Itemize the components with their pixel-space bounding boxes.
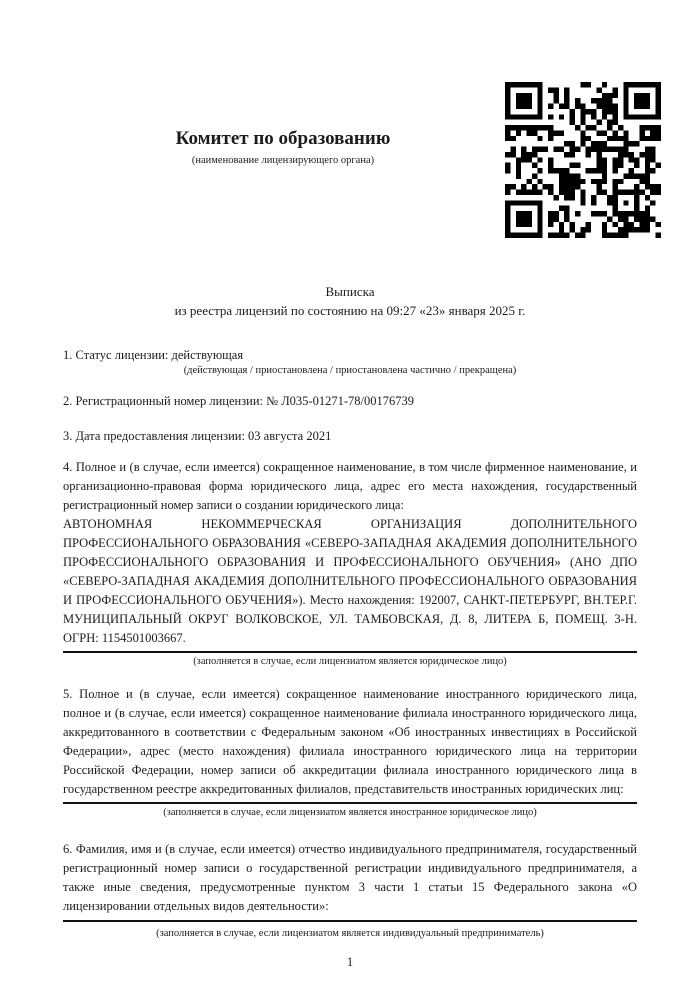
license-status-options-caption: (действующая / приостановлена / приостановлена частично / прекращена) xyxy=(183,365,517,376)
licensing-authority-name: Комитет по образованию xyxy=(175,128,391,149)
licensing-authority-caption: (наименование лицензирующего органа) xyxy=(191,155,375,166)
foreign-entity-fill-caption: (заполняется в случае, если лицензиатом является иностранное юридическое лицо) xyxy=(163,807,537,818)
document-title: Выписка xyxy=(325,284,375,299)
legal-entity-fill-caption: (заполняется в случае, если лицензиатом является юридическое лицо) xyxy=(193,656,507,667)
page-number: 1 xyxy=(346,954,354,969)
individual-entrepreneur-fill-caption: (заполняется в случае, если лицензиатом является индивидуальный предприниматель) xyxy=(156,928,544,939)
document-subtitle: из реестра лицензий по состоянию на 09:27 «23» января 2025 г. xyxy=(174,303,526,318)
section-separator-foreign-entity xyxy=(63,802,637,804)
license-status-line: 1. Статус лицензии: действующая xyxy=(63,348,244,362)
license-grant-date-line: 3. Дата предоставления лицензии: 03 августа 2021 xyxy=(63,429,332,443)
section-separator-individual-entrepreneur xyxy=(63,920,637,922)
section-separator-legal-entity xyxy=(63,651,637,653)
foreign-entity-section-text: 5. Полное и (в случае, если имеется) сокращенное наименование иностранного юридического лица, полное и (в случае, если имеется) сокращенное наименование филиала иностранного юридического лица, аккредитованного в соответствии с Федеральным законом «Об иностранных инвестициях в Российской Федерации», адрес (место нахождения) филиала иностранного юридического лица на территории Российской Федерации, номер записи об аккредитации филиала иностранного юридического лица в государственном реестре аккредитованных филиалов, представительств иностранных юридических лиц: xyxy=(63,687,637,796)
document-content xyxy=(63,0,637,971)
individual-entrepreneur-section-text: 6. Фамилия, имя и (в случае, если имеется) отчество индивидуального предпринимателя, государственный регистрационный номер записи о государственной регистрации индивидуального предпринимателя, а также иные сведения, предусмотренные пунктом 3 части 1 статьи 15 Федерального закона «О лицензировании отдельных видов деятельности»: xyxy=(63,842,637,913)
legal-entity-section-value: АВТОНОМНАЯ НЕКОММЕРЧЕСКАЯ ОРГАНИЗАЦИЯ ДОПОЛНИТЕЛЬНОГО ПРОФЕССИОНАЛЬНОГО ОБРАЗОВАНИЯ «СЕВЕРО-ЗАПАДНАЯ АКАДЕМИЯ ДОПОЛНИТЕЛЬНОГО ПРОФЕССИОНАЛЬНОГО ОБРАЗОВАНИЯ И ПРОФЕССИОНАЛЬНОГО ОБУЧЕНИЯ» (АНО ДПО «СЕВЕРО-ЗАПАДНАЯ АКАДЕМИЯ ДОПОЛНИТЕЛЬНОГО ПРОФЕССИОНАЛЬНОГО ОБРАЗОВАНИЯ И ПРОФЕССИОНАЛЬНОГО ОБУЧЕНИЯ»). Место нахождения: 192007, САНКТ-ПЕТЕРБУРГ, ВН.ТЕР.Г. МУНИЦИПАЛЬНЫЙ ОКРУГ ВОЛКОВСКОЕ, УЛ. ТАМБОВСКАЯ, Д. 8, ЛИТЕРА Б, ПОМЕЩ. 3-Н. ОГРН: 1154501003667. xyxy=(63,517,637,645)
legal-entity-section-text: 4. Полное и (в случае, если имеется) сокращенное наименование, в том числе фирменное наименование, и организационно-правовая форма юридического лица, адрес его места нахождения, государственный регистрационный номер записи о создании юридического лица: xyxy=(63,460,637,512)
license-registration-number-line: 2. Регистрационный номер лицензии: № Л035-01271-78/00176739 xyxy=(63,394,414,408)
